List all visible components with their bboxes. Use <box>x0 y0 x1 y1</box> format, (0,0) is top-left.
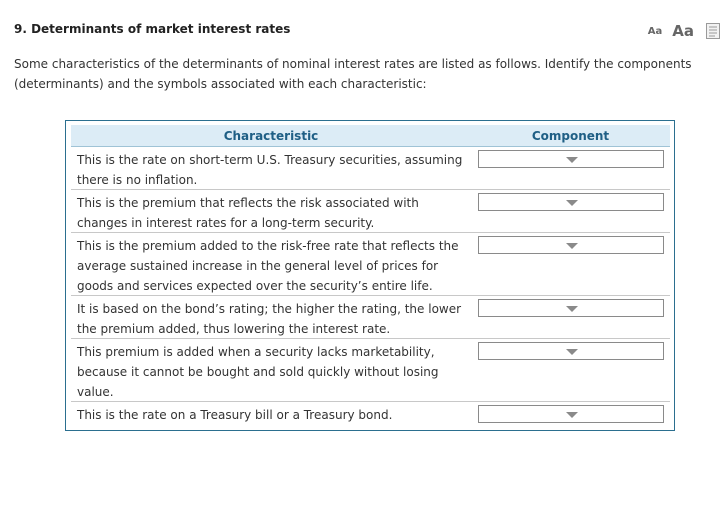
font-size-controls <box>648 22 720 40</box>
component-column-header: Component <box>531 129 610 143</box>
table-row <box>71 233 670 296</box>
component-dropdown[interactable] <box>478 150 664 168</box>
chevron-down-icon <box>566 306 578 312</box>
chevron-down-icon <box>566 157 578 163</box>
table-header <box>71 125 670 147</box>
characteristic-column-header: Characteristic <box>223 129 319 143</box>
table-row <box>71 296 670 339</box>
table-row <box>71 190 670 233</box>
characteristic-cell: This is the rate on short-term U.S. Treasury securities, assuming there is no inflation. <box>77 153 463 187</box>
characteristic-cell: This is the premium that reflects the risk associated with changes in interest rates for a long-term security. <box>77 196 419 230</box>
component-dropdown[interactable] <box>478 193 664 211</box>
table-row <box>71 339 670 402</box>
component-dropdown[interactable] <box>478 342 664 360</box>
increase-font-button[interactable]: Aa <box>672 22 694 40</box>
characteristic-cell: This is the premium added to the risk-free rate that reflects the average sustained increase in the general level of prices for goods and services expected over the security’s entire life. <box>77 239 459 293</box>
question-header <box>14 20 720 42</box>
chevron-down-icon <box>566 200 578 206</box>
table-row <box>71 402 670 426</box>
table-row <box>71 147 670 190</box>
characteristic-cell: This premium is added when a security lacks marketability, because it cannot be bought and sold quickly without losing value. <box>77 345 439 399</box>
determinants-table <box>65 120 675 431</box>
chevron-down-icon <box>566 243 578 249</box>
chevron-down-icon <box>566 349 578 355</box>
document-icon[interactable] <box>706 23 720 39</box>
component-dropdown[interactable] <box>478 405 664 423</box>
decrease-font-button[interactable]: Aa <box>647 25 663 37</box>
characteristic-cell: It is based on the bond’s rating; the higher the rating, the lower the premium added, thus lowering the interest rate. <box>77 302 462 336</box>
question-title: 9. Determinants of market interest rates <box>14 22 291 36</box>
chevron-down-icon <box>566 412 578 418</box>
component-dropdown[interactable] <box>478 299 664 317</box>
characteristic-cell: This is the rate on a Treasury bill or a Treasury bond. <box>77 408 393 422</box>
component-dropdown[interactable] <box>478 236 664 254</box>
question-intro: Some characteristics of the determinants of nominal interest rates are listed as follows. Identify the components (determinants) and the symbols associated with each characteristic: <box>14 57 692 91</box>
